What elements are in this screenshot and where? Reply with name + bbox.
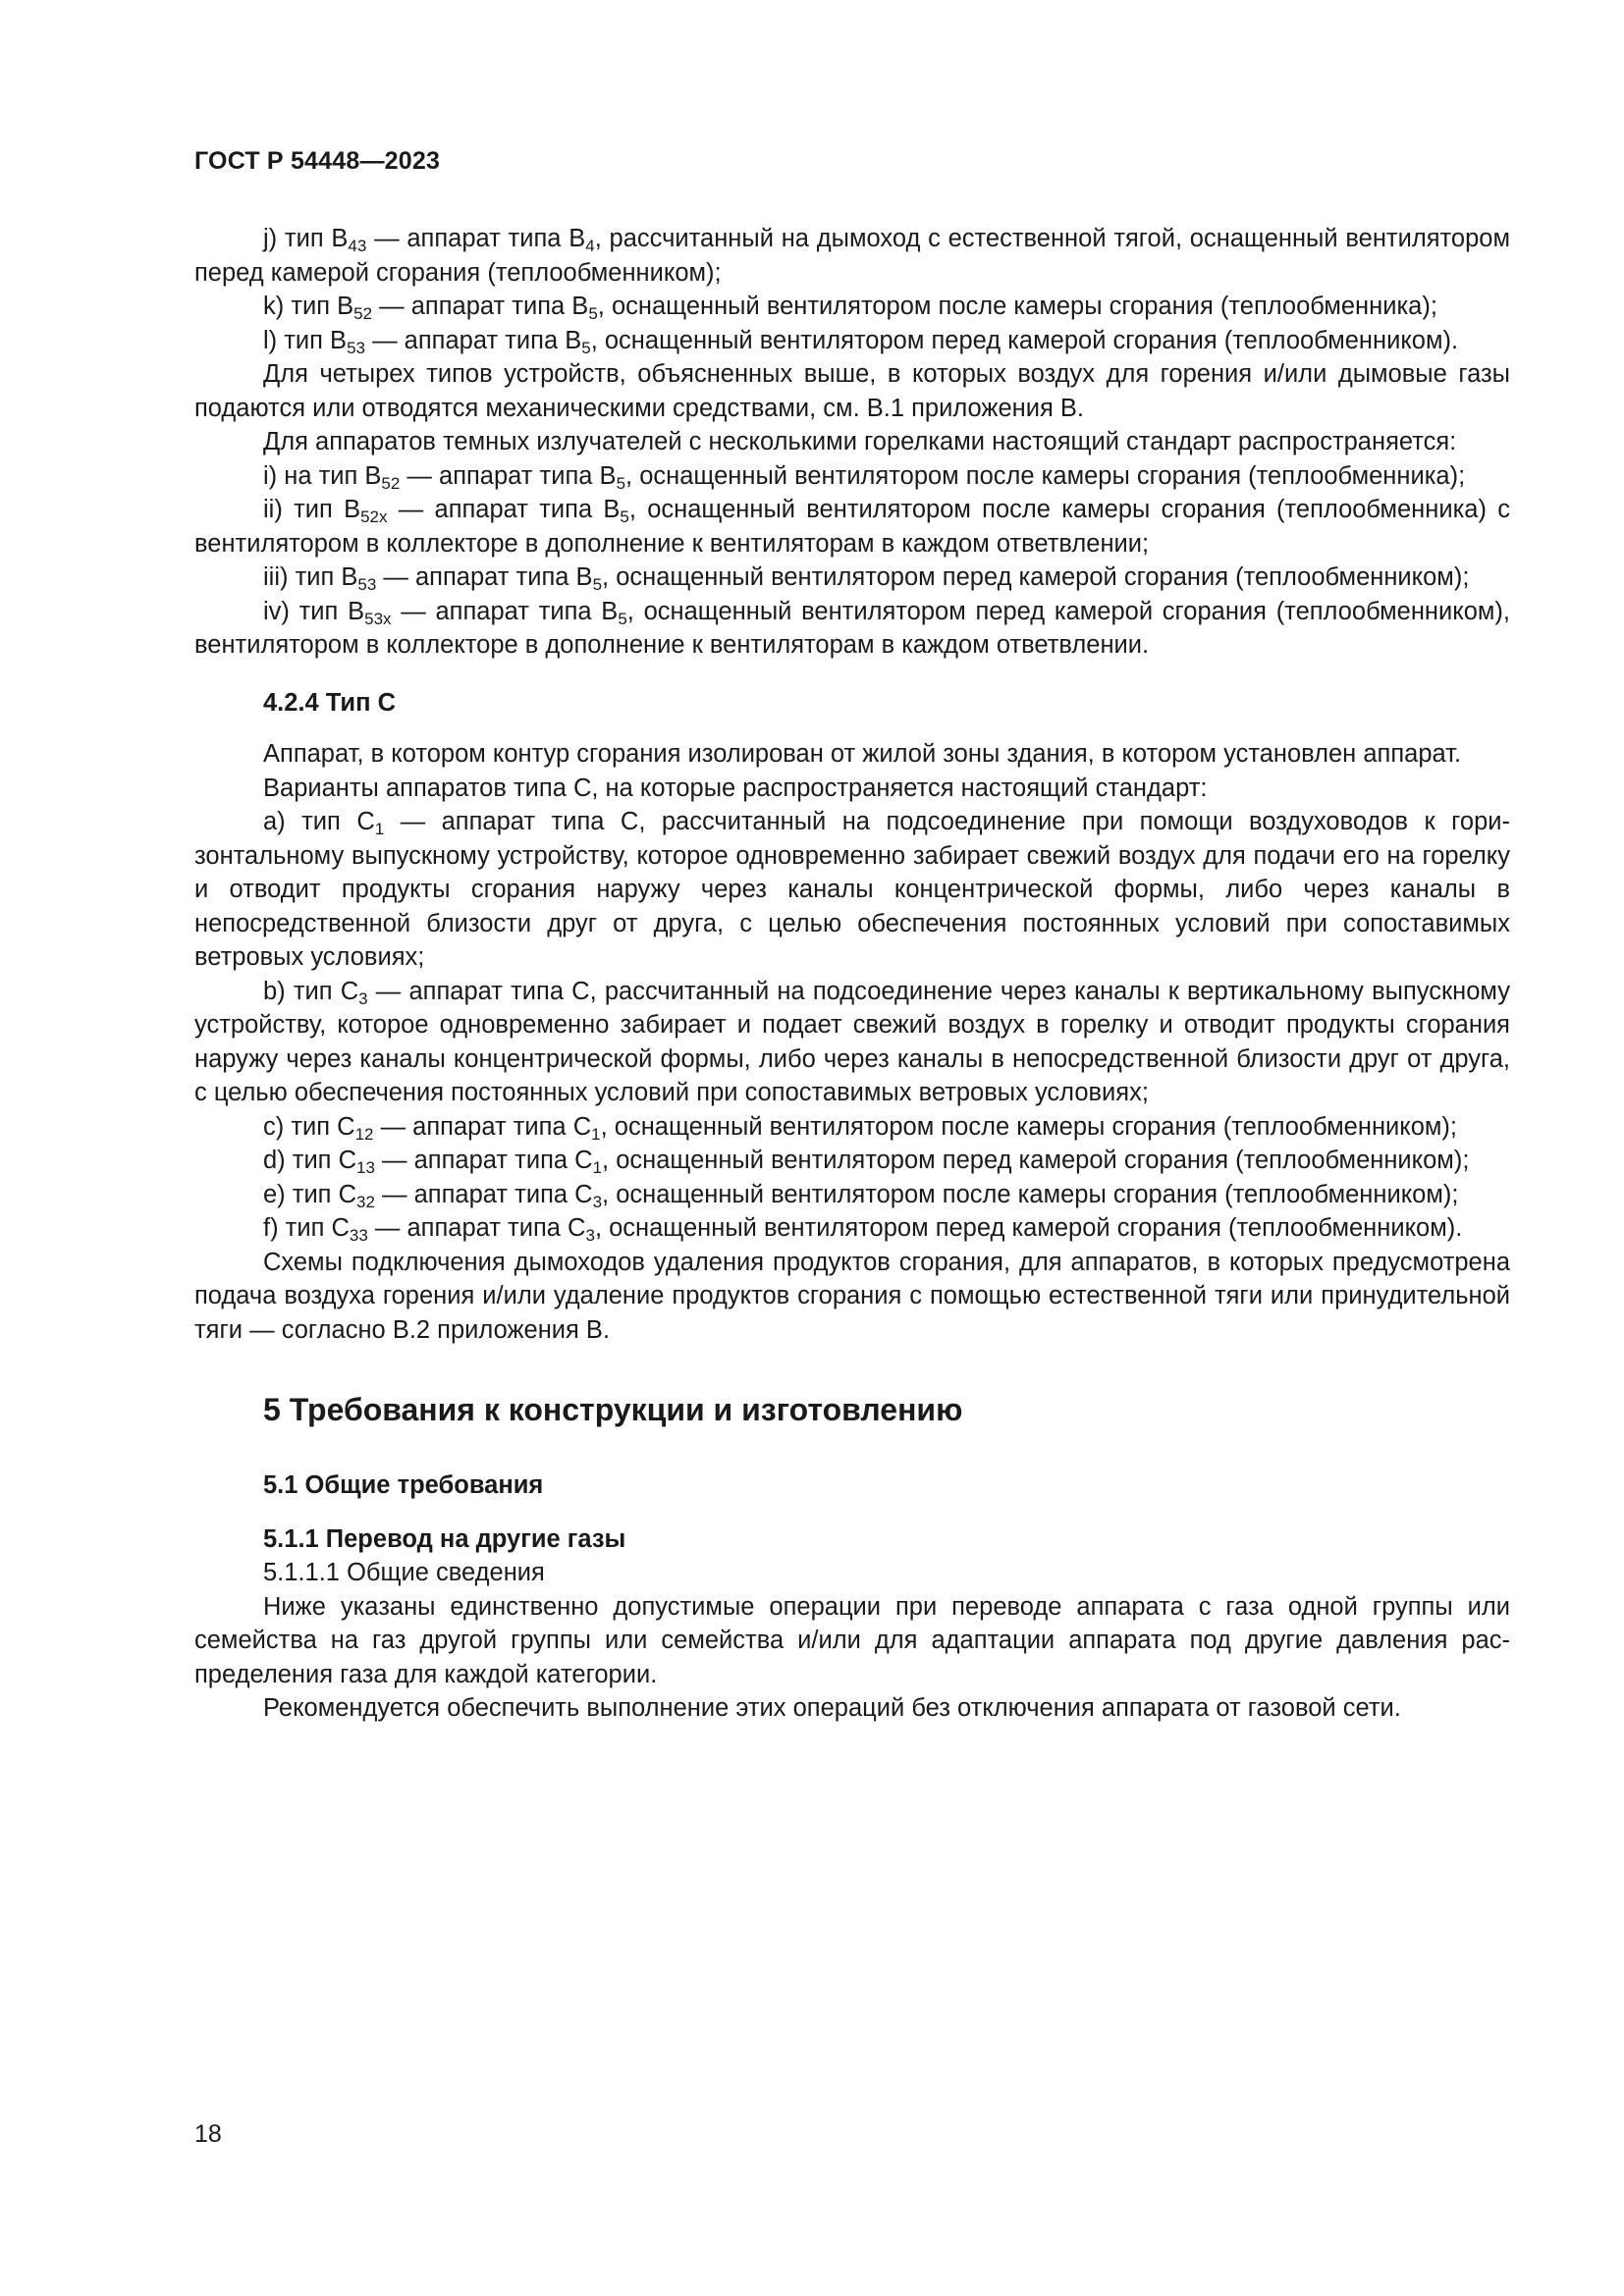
paragraph-e: e) тип $C_{32}$ — аппарат типа $C_3$, оснащенный вентилятором после камеры сгорания (теплообменником); (263, 1180, 1459, 1211)
paragraph-type-c-definition: Аппарат, в котором контур сгорания изолирован от жилой зоны здания, в котором установлен аппарат. (263, 740, 1462, 768)
paragraph-four-types: Для четырех типов устройств, объясненных выше, в которых воздух для горения и/или дымовые газы подаются или отводятся механическими средствами, см. В.1 приложения В. (194, 360, 1510, 422)
heading-4-2-4: 4.2.4 Тип С (263, 688, 396, 717)
heading-5-1-1-1: 5.1.1.1 Общие сведения (263, 1559, 545, 1586)
paragraph-ii: ii) тип $B_{52x}$ — аппарат типа $B_5$, оснащенный вентилятором после камеры сгорания (теплообменника) с вентилятором в коллекторе в дополнение к вентиляторам в каждом ответвлении; (194, 496, 1510, 558)
paragraph-dark-emitters: Для аппаратов темных излучателей с несколькими горелками настоящий стандарт распространяется: (263, 428, 1457, 455)
paragraph-flue-schemes: Схемы подключения дымоходов удаления продуктов сгорания, для аппаратов, в которых предусмотрена подача воздуха горения и/или удаление продуктов сгорания с помощью естественной тяги или принудительной тяги — согласно В.2 приложения В. (194, 1248, 1510, 1344)
paragraph-i: i) на тип $B_{52}$ — аппарат типа $B_5$, оснащенный вентилятором после камеры сгорания (теплообменника); (263, 461, 1466, 493)
heading-section-5: 5 Требования к конструкции и изготовлению (263, 1392, 963, 1427)
paragraph-iii: iii) тип $B_{53}$ — аппарат типа $B_5$, оснащенный вентилятором перед камерой сгорания (теплообменником); (263, 563, 1470, 594)
page-number: 18 (194, 2120, 222, 2148)
paragraph-recommendation: Рекомендуется обеспечить выполнение этих операций без отключения аппарата от газовой сети. (263, 1694, 1401, 1722)
paragraph-l: l) тип $B_{53}$ — аппарат типа $B_5$, оснащенный вентилятором перед камерой сгорания (теплообменником). (263, 326, 1459, 357)
paragraph-j: j) тип $B_{43}$ — аппарат типа $B_4$, рассчитанный на дымоход с естественной тягой, оснащенный вентилятором перед камерой сгорания (теплообменником); (194, 225, 1510, 287)
paragraph-f: f) тип $C_{33}$ — аппарат типа $C_3$, оснащенный вентилятором перед камерой сгорания (теплообменником). (263, 1214, 1463, 1245)
heading-5-1-1: 5.1.1 Перевод на другие газы (263, 1524, 626, 1553)
paragraph-b: b) тип $C_3$ — аппарат типа С, рассчитанный на подсоединение через каналы к вертикальному выпускному устройству, которое одновременно забирает и подает свежий воздух в горелку и отводит продукты сгорания наружу через каналы концентрической формы, либо через каналы в непосредственной близости друг от друга, с целью обеспечения постоянных условий при сопоставимых ветровых условиях; (194, 977, 1510, 1106)
document-body (194, 222, 1510, 1726)
paragraph-c: c) тип $C_{12}$ — аппарат типа $C_1$, оснащенный вентилятором после камеры сгорания (теплообменником); (263, 1112, 1457, 1144)
paragraph-iv: iv) тип $B_{53x}$ — аппарат типа $B_5$, оснащенный вентилятором перед камерой сгорания (теплообменником), вентилятором в коллекторе в дополнение к вентиляторам в каждом ответвлении. (194, 597, 1510, 659)
paragraph-a: a) тип $C_1$ — аппарат типа С, рассчитанный на подсоединение при помощи воздуховодов к горизонтальному выпускному устройству, которое одновременно забирает свежий воздух для подачи его на горелку и отводит продукты сгорания наружу через каналы концентрической формы, либо через каналы в непосредственной близости друг от друга, с целью обеспечения постоянных условий при сопоставимых ветровых условиях; (194, 808, 1510, 971)
paragraph-allowed-operations: Ниже указаны единственно допустимые операции при переводе аппарата с газа одной группы или семейства на газ другой группы или семейства и/или для адаптации аппарата под другие давления распределения газа для каждой категории. (194, 1592, 1510, 1688)
paragraph-k: k) тип $B_{52}$ — аппарат типа $B_5$, оснащенный вентилятором после камеры сгорания (теплообменника); (263, 293, 1437, 323)
document-header: ГОСТ Р 54448—2023 (194, 147, 441, 175)
heading-5-1: 5.1 Общие требования (263, 1471, 544, 1499)
paragraph-type-c-variants: Варианты аппаратов типа С, на которые распространяется настоящий стандарт: (263, 774, 1208, 802)
paragraph-d: d) тип $C_{13}$ — аппарат типа $C_1$, оснащенный вентилятором перед камерой сгорания (теплообменником); (263, 1147, 1470, 1177)
